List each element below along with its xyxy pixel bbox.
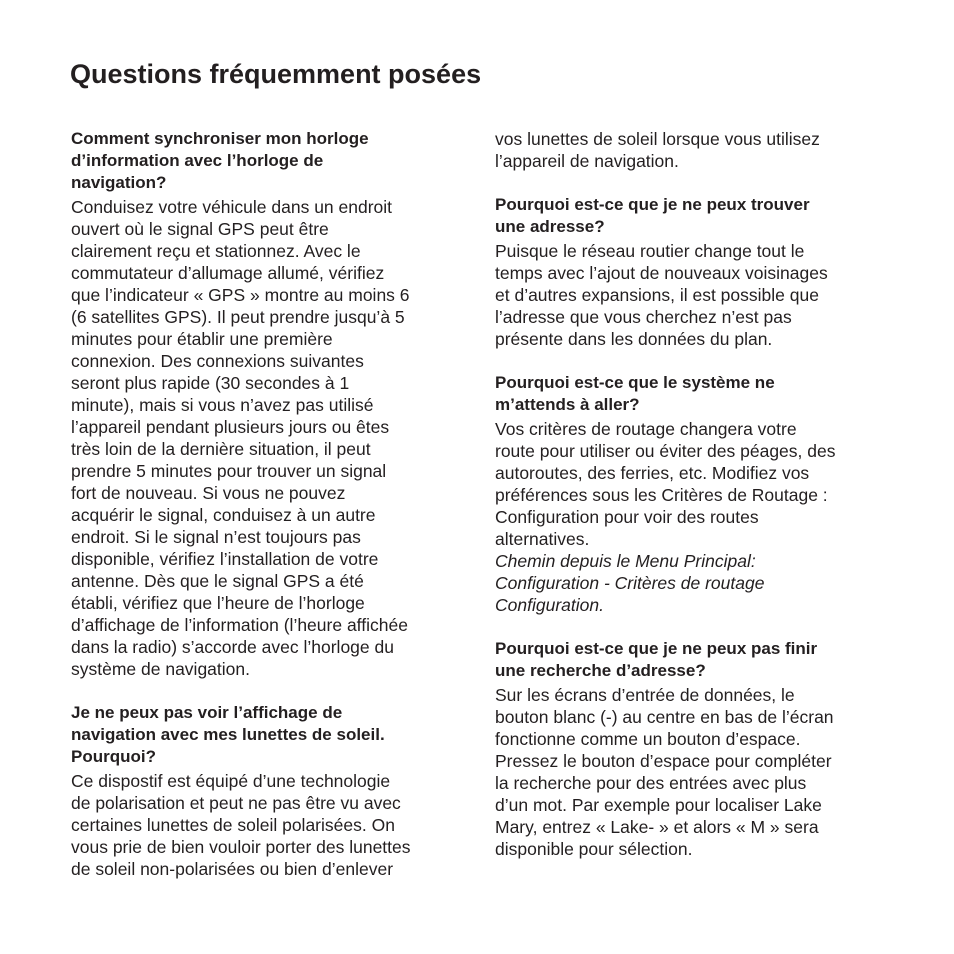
answer-line: Pressez le bouton d’espace pour compléter: [495, 751, 832, 771]
answer-line: vous prie de bien vouloir porter des lunettes: [71, 837, 411, 857]
answer-line: Vos critères de routage changera votre: [495, 419, 797, 439]
faq-answer: [495, 418, 895, 550]
answer-line: clairement reçu et stationnez. Avec le: [71, 241, 361, 261]
answer-line: Puisque le réseau routier change tout le: [495, 241, 805, 261]
answer-line: établi, vérifiez que l’heure de l’horloge: [71, 593, 365, 613]
path-line: Configuration.: [495, 595, 604, 615]
question-line: navigation?: [71, 173, 167, 192]
answer-line: d’affichage de l’information (l’heure affichée: [71, 615, 408, 635]
answer-line: préférences sous les Critères de Routage :: [495, 485, 828, 505]
answer-line: alternatives.: [495, 529, 590, 549]
answer-line: minute), mais si vous n’avez pas utilisé: [71, 395, 374, 415]
answer-line: ouvert où le signal GPS peut être: [71, 219, 329, 239]
answer-line: endroit. Si le signal n’est toujours pas: [71, 527, 361, 547]
question-line: une recherche d’adresse?: [495, 661, 706, 680]
faq-question: [495, 372, 895, 416]
faq-answer: [71, 196, 471, 680]
answer-line: connexion. Des connexions suivantes: [71, 351, 364, 371]
section-spacer: [495, 172, 895, 194]
answer-line: disponible, vérifiez l’installation de votre: [71, 549, 379, 569]
answer-line: de soleil non-polarisées ou bien d’enlever: [71, 859, 394, 879]
answer-line: d’un mot. Par exemple pour localiser Lake: [495, 795, 822, 815]
answer-line: dans la radio) s’accorde avec l’horloge du: [71, 637, 394, 657]
question-line: Comment synchroniser mon horloge: [71, 129, 369, 148]
question-line: d’information avec l’horloge de: [71, 151, 324, 170]
answer-line: Ce dispostif est équipé d’une technologie: [71, 771, 391, 791]
question-line: navigation avec mes lunettes de soleil.: [71, 725, 385, 744]
answer-line: fonctionne comme un bouton d’espace.: [495, 729, 801, 749]
answer-line: disponible pour sélection.: [495, 839, 693, 859]
section-spacer: [495, 616, 895, 638]
faq-question: [495, 194, 895, 238]
answer-line: (6 satellites GPS). Il peut prendre jusqu’à 5: [71, 307, 405, 327]
faq-question: [71, 702, 471, 768]
answer-line: antenne. Dès que le signal GPS a été: [71, 571, 364, 591]
answer-line: acquérir le signal, conduisez à un autre: [71, 505, 376, 525]
faq-item-routing: [495, 372, 895, 616]
answer-line: Mary, entrez « Lake- » et alors « M » sera: [495, 817, 819, 837]
answer-line: l’appareil de navigation.: [495, 151, 679, 171]
question-line: Pourquoi est-ce que je ne peux trouver: [495, 195, 810, 214]
question-line: une adresse?: [495, 217, 605, 236]
answer-line: système de navigation.: [71, 659, 250, 679]
faq-question: [71, 128, 471, 194]
answer-line: Conduisez votre véhicule dans un endroit: [71, 197, 393, 217]
answer-line: la recherche pour des entrées avec plus: [495, 773, 807, 793]
answer-line: que l’indicateur « GPS » montre au moins 6: [71, 285, 410, 305]
answer-line: minutes pour établir une première: [71, 329, 333, 349]
answer-line: prendre 5 minutes pour trouver un signal: [71, 461, 387, 481]
answer-line: temps avec l’ajout de nouveaux voisinages: [495, 263, 828, 283]
section-spacer: [71, 680, 471, 702]
faq-item-sunglasses: [71, 702, 471, 880]
question-line: m’attends à aller?: [495, 395, 640, 414]
faq-item-search: [495, 638, 895, 860]
answer-line: Sur les écrans d’entrée de données, le: [495, 685, 795, 705]
faq-answer-continued: [495, 128, 895, 172]
answer-line: route pour utiliser ou éviter des péages, des: [495, 441, 836, 461]
path-line: Configuration - Critères de routage: [495, 573, 765, 593]
question-line: Pourquoi?: [71, 747, 156, 766]
answer-line: présente dans les données du plan.: [495, 329, 773, 349]
answer-line: fort de nouveau. Si vous ne pouvez: [71, 483, 346, 503]
answer-line: de polarisation et peut ne pas être vu avec: [71, 793, 401, 813]
faq-answer: [495, 240, 895, 350]
answer-line: l’adresse que vous cherchez n’est pas: [495, 307, 792, 327]
question-line: Je ne peux pas voir l’affichage de: [71, 703, 343, 722]
right-column: [495, 128, 895, 860]
faq-item-address: [495, 194, 895, 350]
answer-line: commutateur d’allumage allumé, vérifiez: [71, 263, 385, 283]
faq-answer: [495, 684, 895, 860]
path-line: Chemin depuis le Menu Principal:: [495, 551, 756, 571]
answer-line: Configuration pour voir des routes: [495, 507, 759, 527]
menu-path: [495, 550, 895, 616]
answer-line: et d’autres expansions, il est possible que: [495, 285, 819, 305]
page-title: Questions fréquemment posées: [70, 59, 482, 89]
answer-line: seront plus rapide (30 secondes à 1: [71, 373, 350, 393]
faq-question: [495, 638, 895, 682]
answer-line: autoroutes, des ferries, etc. Modifiez vos: [495, 463, 810, 483]
answer-line: très loin de la dernière situation, il peut: [71, 439, 371, 459]
question-line: Pourquoi est-ce que le système ne: [495, 373, 775, 392]
section-spacer: [495, 350, 895, 372]
faq-item-clock-sync: [71, 128, 471, 680]
answer-line: bouton blanc (-) au centre en bas de l’écran: [495, 707, 834, 727]
answer-line: l’appareil pendant plusieurs jours ou êtes: [71, 417, 390, 437]
answer-line: certaines lunettes de soleil polarisées. On: [71, 815, 395, 835]
left-column: [71, 128, 471, 880]
question-line: Pourquoi est-ce que je ne peux pas finir: [495, 639, 818, 658]
faq-answer: [71, 770, 471, 880]
answer-line: vos lunettes de soleil lorsque vous utilisez: [495, 129, 820, 149]
